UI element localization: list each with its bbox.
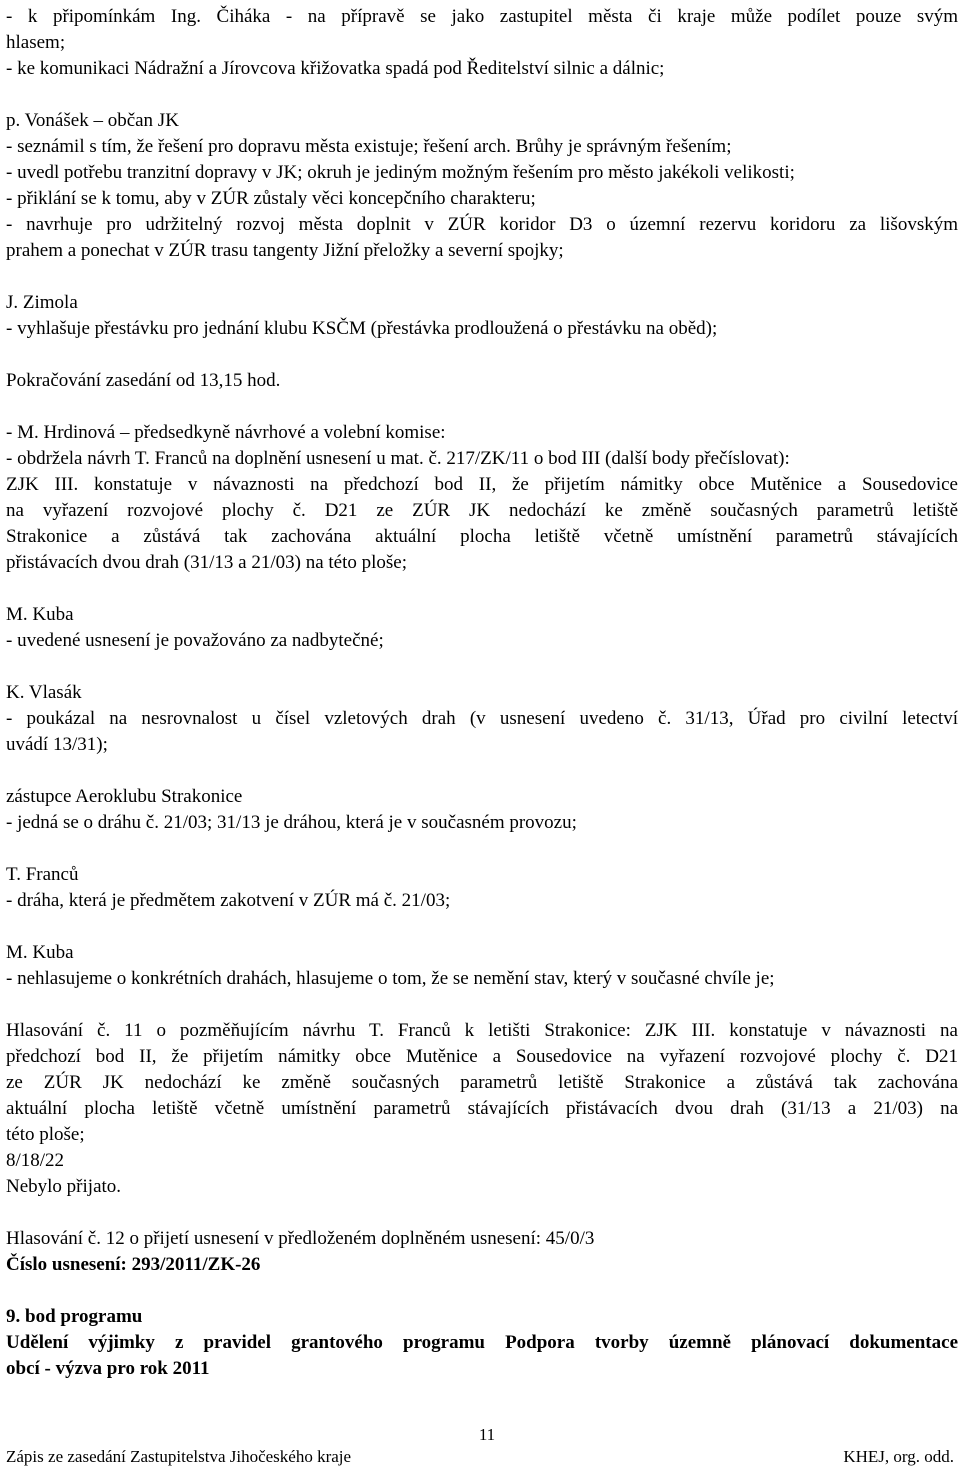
text-line: Hlasování č. 12 o přijetí usnesení v předloženém doplněném usnesení: 45/0/3 xyxy=(6,1228,595,1249)
text-line: - poukázal na nesrovnalost u čísel vzletových drah (v usnesení uvedeno č. 31/13, Úřad pro civilní letectví xyxy=(6,708,958,729)
text-line: - uvedl potřebu tranzitní dopravy v JK; okruh je jediným možným řešením pro město jakékoli velikosti; xyxy=(6,162,795,183)
paragraph-block xyxy=(6,420,958,576)
paragraph-block xyxy=(6,940,958,992)
text-line: zástupce Aeroklubu Strakonice xyxy=(6,786,243,807)
paragraph-block xyxy=(6,368,958,394)
text-line: uvádí 13/31); xyxy=(6,734,108,755)
paragraph-block xyxy=(6,680,958,758)
text-line: přistávacích dvou drah (31/13 a 21/03) na této ploše; xyxy=(6,552,408,573)
text-line: - jedná se o dráhu č. 21/03; 31/13 je dráhou, která je v současném provozu; xyxy=(6,812,577,833)
paragraph-block xyxy=(6,602,958,654)
text-line: ze ZÚR JK nedochází ke změně současných parametrů letiště Strakonice a zůstává tak zachována xyxy=(6,1072,958,1093)
text-line: Nebylo přijato. xyxy=(6,1176,122,1197)
paragraph-block xyxy=(6,1304,958,1382)
paragraph-block xyxy=(6,4,958,82)
text-line: této ploše; xyxy=(6,1124,85,1145)
paragraph-block xyxy=(6,1018,958,1200)
text-line: K. Vlasák xyxy=(6,682,82,703)
paragraph-block xyxy=(6,108,958,264)
text-line: - seznámil s tím, že řešení pro dopravu města existuje; řešení arch. Brůhy je správným řešením; xyxy=(6,136,732,157)
text-line: prahem a ponechat v ZÚR trasu tangenty Jižní přeložky a severní spojky; xyxy=(6,240,564,261)
text-line: Číslo usnesení: 293/2011/ZK-26 xyxy=(6,1254,261,1275)
paragraph-block xyxy=(6,862,958,914)
paragraph-block xyxy=(6,784,958,836)
text-line: předchozí bod II, že přijetím námitky obce Mutěnice a Sousedovice na vyřazení rozvojové plochy č. D21 xyxy=(6,1046,958,1067)
text-line: - M. Hrdinová – předsedkyně návrhové a volební komise: xyxy=(6,422,446,443)
text-line: - uvedené usnesení je považováno za nadbytečné; xyxy=(6,630,384,651)
text-line: obcí - výzva pro rok 2011 xyxy=(6,1358,210,1379)
text-line: - přiklání se k tomu, aby v ZÚR zůstaly věci koncepčního charakteru; xyxy=(6,188,536,209)
text-line: Hlasování č. 11 o pozměňujícím návrhu T. Franců k letišti Strakonice: ZJK III. konstatuje v návaznosti na xyxy=(6,1020,958,1041)
text-line: ZJK III. konstatuje v návaznosti na předchozí bod II, že přijetím námitky obce Mutěnice a Sousedovice xyxy=(6,474,958,495)
text-line: - ke komunikaci Nádražní a Jírovcova křižovatka spadá pod Ředitelství silnic a dálnic; xyxy=(6,58,665,79)
text-line: Strakonice a zůstává tak zachována aktuální plocha letiště včetně umístnění parametrů stávajících xyxy=(6,526,958,547)
paragraph-block xyxy=(6,290,958,342)
text-line: - obdržela návrh T. Franců na doplnění usnesení u mat. č. 217/ZK/11 o bod III (další body přečíslovat): xyxy=(6,448,790,469)
text-line: 8/18/22 xyxy=(6,1150,65,1171)
footer-left-text: Zápis ze zasedání Zastupitelstva Jihočeského kraje xyxy=(6,1447,352,1466)
text-line: 9. bod programu xyxy=(6,1306,143,1327)
text-line: - dráha, která je předmětem zakotvení v ZÚR má č. 21/03; xyxy=(6,890,451,911)
footer-right-text: KHEJ, org. odd. xyxy=(843,1447,954,1466)
document-body xyxy=(6,4,958,1382)
text-line: J. Zimola xyxy=(6,292,78,313)
text-line: Udělení výjimky z pravidel grantového programu Podpora tvorby územně plánovací dokumentace xyxy=(6,1332,958,1353)
text-line: hlasem; xyxy=(6,32,66,53)
text-line: na vyřazení rozvojové plochy č. D21 ze ZÚR JK nedochází ke změně současných parametrů letiště xyxy=(6,500,958,521)
text-line: M. Kuba xyxy=(6,942,74,963)
text-line: T. Franců xyxy=(6,864,79,885)
text-line: - k připomínkám Ing. Čiháka - na přípravě se jako zastupitel města či kraje může podílet pouze svým xyxy=(6,6,958,27)
text-line: - navrhuje pro udržitelný rozvoj města doplnit v ZÚR koridor D3 o územní rezervu koridoru za lišovským xyxy=(6,214,958,235)
text-line: - vyhlašuje přestávku pro jednání klubu KSČM (přestávka prodloužená o přestávku na oběd); xyxy=(6,318,718,339)
paragraph-block xyxy=(6,1226,958,1278)
text-line: M. Kuba xyxy=(6,604,74,625)
text-line: Pokračování zasedání od 13,15 hod. xyxy=(6,370,281,391)
text-line: p. Vonášek – občan JK xyxy=(6,110,179,131)
page-number: 11 xyxy=(478,1425,496,1444)
text-line: - nehlasujeme o konkrétních drahách, hlasujeme o tom, že se nemění stav, který v současné chvíle je; xyxy=(6,968,775,989)
text-line: aktuální plocha letiště včetně umístnění parametrů stávajících přistávacích dvou drah (31/13 a 21/03) na xyxy=(6,1098,958,1119)
